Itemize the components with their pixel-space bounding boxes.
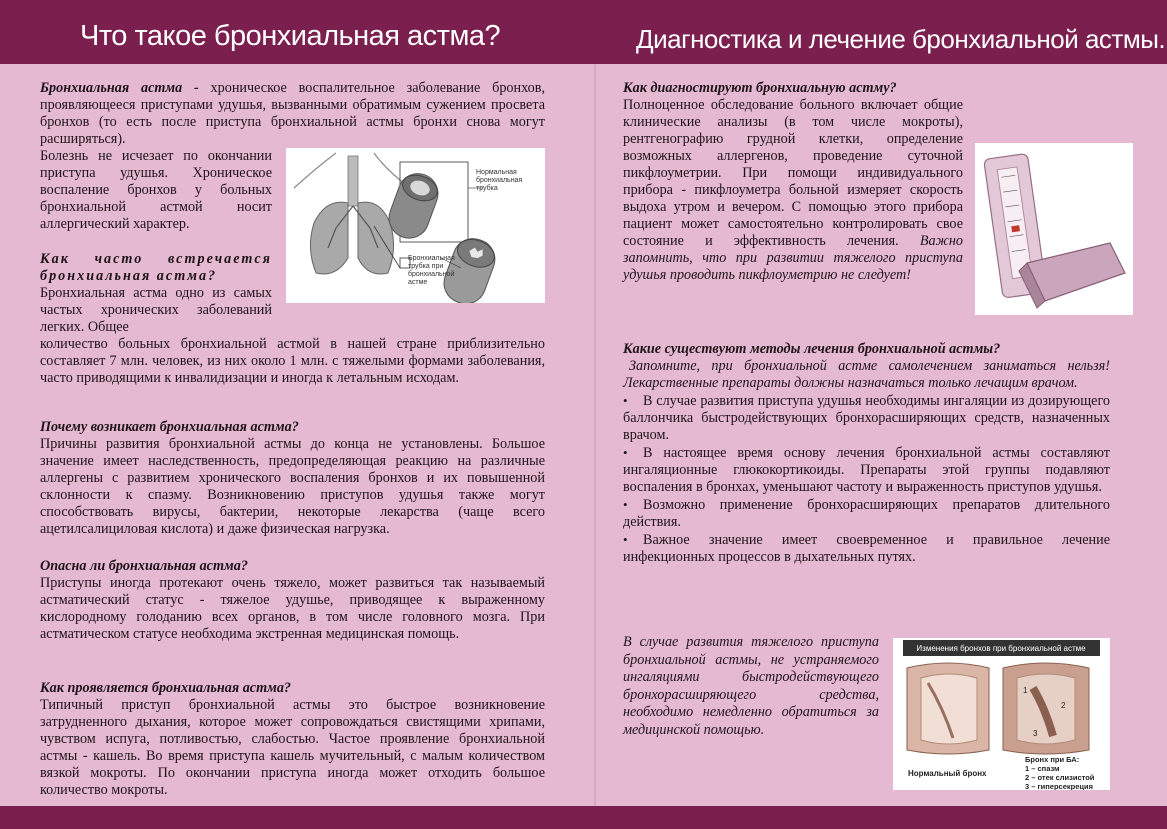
svg-text:1: 1 [1023, 686, 1028, 695]
asthma-tube-label: Бронхиальная трубка при бронхиальной астме [408, 255, 455, 286]
bronchial-changes-illustration [893, 638, 1110, 790]
diagnosis-text: Полноценное обследование больного включает общие клинические анализы (в том числе мокроты), рентгенографию грудной клетки, определение возможных аллергенов, проведение суточной пикфлоуметрии. При помощи индивидуального прибора - пикфлоуметра больной измеряет скорость выдоха утром и вечером. С помощью этого прибора пациент может самостоятельно контролировать свое состояние и эффективность лечения. [623, 97, 963, 249]
emergency-text: В случае развития тяжелого приступа бронхиальной астмы, не устраняемого ингаляциями быстродействующего бронхорасширяющего средства, необходимо немедленно обратиться за медицинской помощью. [623, 634, 879, 738]
svg-text:2: 2 [1061, 701, 1066, 710]
normal-bronchus-label: Нормальный бронх [908, 769, 987, 778]
danger-section [40, 558, 545, 643]
bronchi-illustration [286, 148, 545, 303]
causes-section [40, 419, 545, 538]
intro-paragraph [40, 80, 545, 148]
treatment-warning: Запомните, при бронхиальной астме самолечением заниматься нельзя! Лекарственные препараты должны назначаться только лечащим врачом. [623, 358, 1110, 391]
symptoms-section [40, 680, 545, 799]
normal-tube-label: Нормальная бронхиальная трубка [476, 169, 523, 192]
svg-text:3: 3 [1033, 729, 1038, 738]
causes-text: Причины развития бронхиальной астмы до конца не установлены. Большое значение имеет наследственность, предопределяющая реакцию на различные аллергены с развитием хронического воспаления бронхов и их повышенной склонности к спазму. Возникновению приступов удушья также могут способствовать вирусы, бактерии, некоторые лекарства (чаще всего ацетилсалициловая кислота) и даже физическая нагрузка. [40, 436, 545, 537]
treatment-bullet-2: • В настоящее время основу лечения бронхиальной астмы составляют ингаляционные глюкокортикоиды. Препараты этой группы подавляют воспаления в бронхах, уменьшают частоту и выраженность приступов удушья. [623, 444, 1110, 496]
figure-title: Изменения бронхов при бронхиальной астме [916, 644, 1086, 653]
page-divider [594, 64, 596, 806]
symptoms-heading: Как проявляется бронхиальная астма? [40, 680, 292, 696]
frequency-text-1: Бронхиальная астма одно из самых частых хронических заболеваний легких. Общее [40, 285, 272, 335]
right-page-title: Диагностика и лечение бронхиальной астмы. [636, 24, 1166, 54]
treatment-section [623, 341, 1110, 566]
causes-heading: Почему возникает бронхиальная астма? [40, 419, 299, 435]
intro-term: Бронхиальная астма - [40, 80, 199, 96]
danger-heading: Опасна ли бронхиальная астма? [40, 558, 248, 574]
treatment-bullet-1: • В случае развития приступа удушья необходимы ингаляции из дозирующего баллончика быстродействующих бронхорасширяющих средств, назначенных врачом. [623, 392, 1110, 444]
frequency-text-2: количество больных бронхиальной астмой в нашей стране приблизительно составляет 7 млн. человек, из них около 1 млн. с тяжелыми формами заболевания, часто приводящими к инвалидизации и иногда к летальным исходам. [40, 336, 545, 386]
footer-bar [0, 806, 1167, 829]
treatment-bullet-4: • Важное значение имеет своевременное и правильное лечение инфекционных процессов в дыхательных путях. [623, 531, 1110, 566]
emergency-note [623, 634, 879, 739]
diagnosis-heading: Как диагностируют бронхиальную астму? [623, 80, 897, 96]
diagnosis-section [623, 80, 1110, 97]
symptoms-text: Типичный приступ бронхиальной астмы это быстрое возникновение затрудненного дыхания, которое может сопровождаться свистящими хрипами, чувством испуга, потливостью, слабостью. Частое проявление бронхиальной астмы - кашель. Во время приступа кашель мучительный, с малым количеством вязкой мокроты. По окончании приступа иногда может отходить большое количество мокроты. [40, 697, 545, 798]
intro-text-2: Болезнь не исчезает по окончании приступа удушья. Хроническое воспаление бронхов у больных бронхиальной астмой носит аллергический характер. [40, 148, 272, 232]
treatment-bullet-3: • Возможно применение бронхорасширяющих препаратов длительного действия. [623, 496, 1110, 531]
intro-continued [40, 148, 272, 336]
asthma-bronchus-legend: Бронх при БА: 1 – спазм 2 – отек слизистой 3 – гиперсекреция [1025, 755, 1095, 790]
treatment-heading: Какие существуют методы лечения бронхиальной астмы? [623, 341, 1001, 357]
left-page-title: Что такое бронхиальная астма? [80, 20, 501, 52]
peak-flow-meter-illustration [975, 143, 1133, 315]
intro-text: хроническое воспалительное заболевание бронхов, проявляющееся приступами удушья, вызванными обратимым сужением просвета бронхов (то есть после приступа бронхиальной астмы бронхи снова могут расширяться). [40, 80, 546, 147]
frequency-heading: Как часто встречается бронхиальная астма? [40, 251, 272, 284]
diagnosis-warning: Важно запомнить, что при развитии тяжелого приступа удушья проводить пикфлоуметрию не следует! [623, 233, 963, 283]
danger-text: Приступы иногда протекают очень тяжело, может развиться так называемый астматический статус - тяжелое удушье, приводящее к выраженному кислородному голоданию всех органов, в том числе головного мозга. При астматическом статусе необходима экстренная медицинская помощь. [40, 575, 545, 642]
diagnosis-body [623, 97, 963, 284]
frequency-continued [40, 336, 545, 387]
